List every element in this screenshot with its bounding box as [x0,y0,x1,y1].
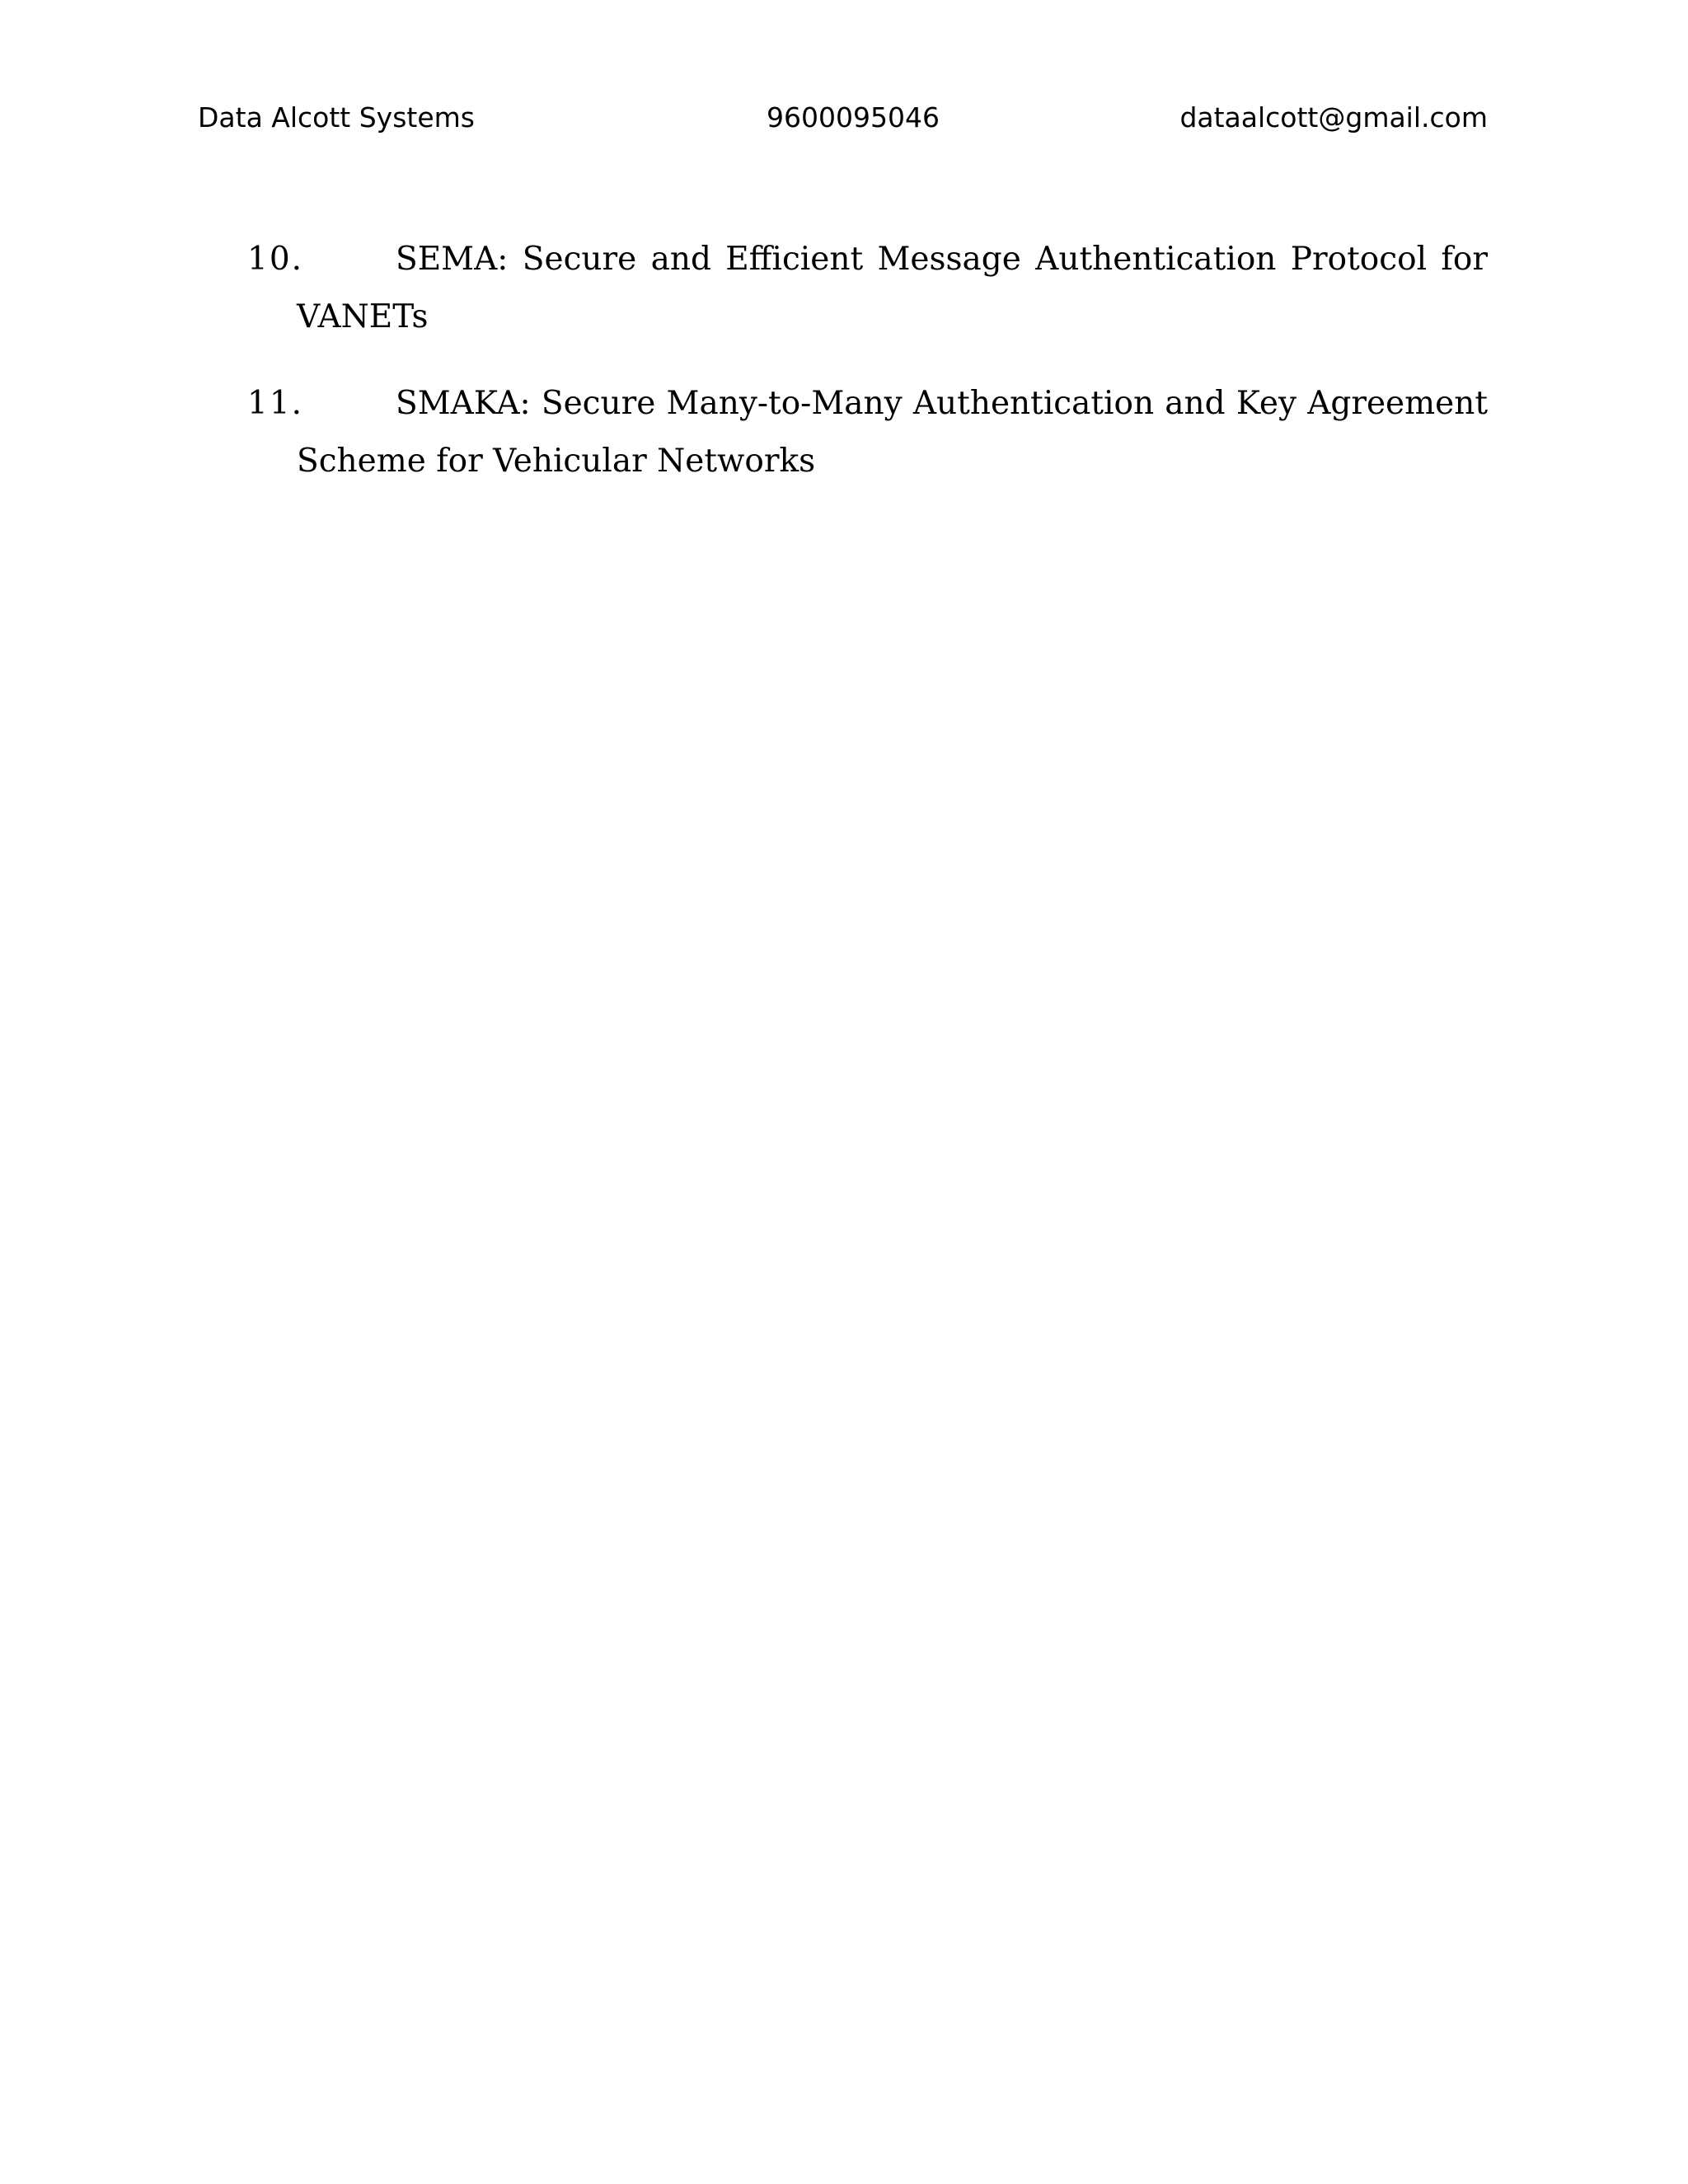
list-item-title: SMAKA: Secure Many-to-Many Authentication and Key Agreement Scheme for Vehicular Networks [297,385,1488,480]
project-list [247,231,1488,519]
phone-number: 9600095046 [767,101,940,134]
list-item [247,231,1488,346]
list-item [247,375,1488,490]
list-item-number: 11. [247,385,304,422]
page-header [198,97,1488,138]
list-item-number: 10. [247,241,304,278]
company-name: Data Alcott Systems [198,101,475,134]
list-item-title: SEMA: Secure and Efficient Message Authentication Protocol for VANETs [297,241,1488,335]
email-address: dataalcott@gmail.com [1179,101,1488,134]
